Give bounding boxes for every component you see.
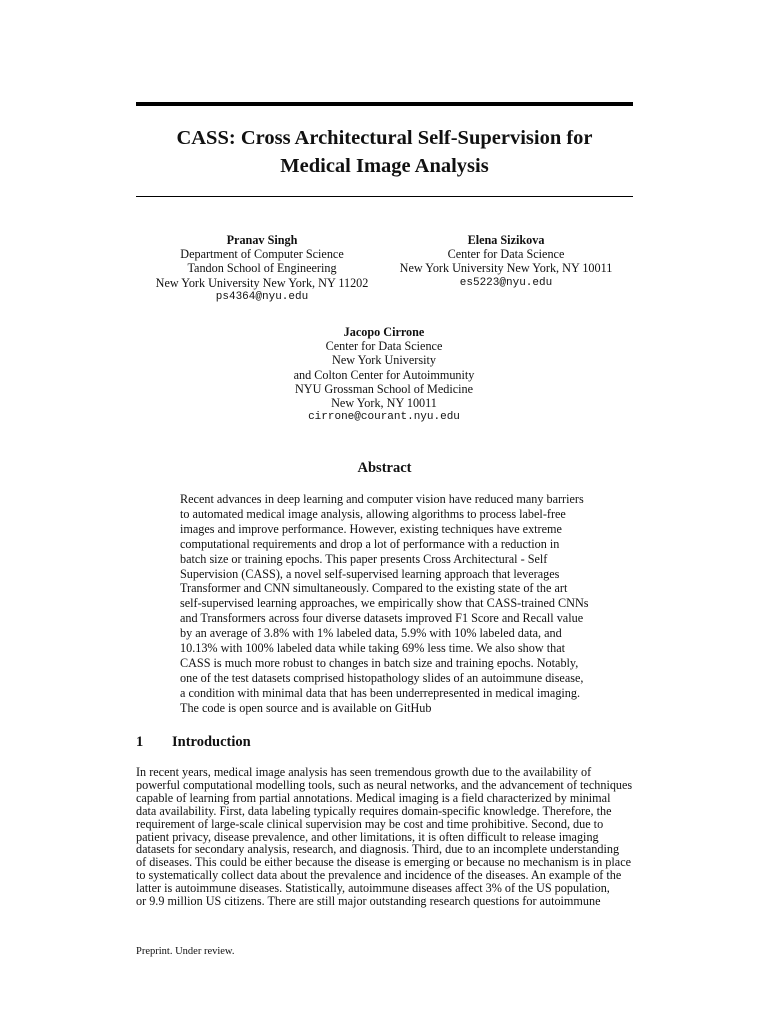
author-block-1 <box>150 233 374 304</box>
author-block-3 <box>260 325 508 424</box>
author-affiliation-line: NYU Grossman School of Medicine <box>294 381 474 396</box>
author-affiliation-line: New York University New York, NY 11202 <box>155 275 369 290</box>
abstract-line: and Transformers across four diverse datasets improved F1 Score and Recall value <box>180 611 584 626</box>
body-line: or 9.9 million US citizens. There are still major outstanding research questions for autoimmune <box>136 894 601 909</box>
body-line: datasets for secondary analysis, research, and diagnosis. Third, due to an incomplete understanding <box>136 842 620 857</box>
abstract-body <box>180 492 589 716</box>
title-top-rule <box>136 102 633 106</box>
author-affiliation-line: New York University New York, NY 10011 <box>399 261 613 276</box>
introduction-body <box>136 766 633 908</box>
author-affiliation-line: and Colton Center for Autoimmunity <box>293 367 475 382</box>
section-number: 1 <box>136 734 144 750</box>
body-line: of diseases. This could be either because the disease is emerging or because no mechanism is in place <box>136 855 632 870</box>
body-line: to systematically collect data about the prevalence and incidence of the diseases. An example of the <box>136 868 622 883</box>
abstract-line: batch size or training epochs. This paper presents Cross Architectural - Self <box>180 551 548 566</box>
author-email[interactable]: es5223@nyu.edu <box>459 276 553 289</box>
author-affiliation-line: New York, NY 10011 <box>331 396 437 411</box>
abstract-line: by an average of 3.8% with 1% labeled data, 5.9% with 10% labeled data, and <box>180 626 562 641</box>
author-block-2 <box>394 233 618 290</box>
abstract-line: a condition with minimal data that has been underrepresented in medical imaging. <box>180 685 581 700</box>
title-bottom-rule <box>136 196 633 197</box>
abstract-heading: Abstract <box>357 460 412 476</box>
author-affiliation-line: Tandon School of Engineering <box>187 261 337 276</box>
abstract-line: Supervision (CASS), a novel self-supervised learning approach that leverages <box>180 566 560 581</box>
abstract-line: images and improve performance. However, existing techniques have extreme <box>180 521 562 536</box>
author-affiliation-line: Center for Data Science <box>325 339 443 354</box>
author-email[interactable]: ps4364@nyu.edu <box>215 290 309 303</box>
body-line: latter is autoimmune diseases. Statistically, autoimmune diseases affect 3% of the US population, <box>136 881 610 896</box>
title-line: CASS: Cross Architectural Self-Supervision for <box>176 127 593 149</box>
section-heading-introduction <box>136 733 251 751</box>
abstract-line: computational requirements and drop a lot of performance with a reduction in <box>180 536 560 551</box>
abstract-line: self-supervised learning approaches, we empirically show that CASS-trained CNNs <box>180 596 589 611</box>
author-email[interactable]: cirrone@courant.nyu.edu <box>308 411 460 424</box>
author-name: Jacopo Cirrone <box>343 325 425 339</box>
author-affiliation-line: Department of Computer Science <box>180 247 344 262</box>
body-line: patient privacy, disease prevalence, and other limitations, it is often difficult to release imaging <box>136 829 599 844</box>
body-line: capable of learning from partial annotations. Medical imaging is a field characterized by minimal <box>136 790 611 805</box>
body-line: data availability. First, data labeling typically requires domain-specific knowledge. Therefore, the <box>136 803 612 818</box>
abstract-line: CASS is much more robust to changes in batch size and training epochs. Notably, <box>180 655 579 670</box>
preprint-footer: Preprint. Under review. <box>136 946 235 957</box>
abstract-line: Transformer and CNN simultaneously. Compared to the existing state of the art <box>180 581 568 596</box>
title-line: Medical Image Analysis <box>280 155 489 177</box>
body-line: powerful computational modelling tools, such as neural networks, and the advancement of techniques <box>136 777 633 792</box>
section-title: Introduction <box>172 734 251 750</box>
abstract-line: to automated medical image analysis, allowing algorithms to process label-free <box>180 506 566 521</box>
body-line: requirement of large-scale clinical supervision may be cost and time prohibitive. Second, due to <box>136 816 604 831</box>
abstract-line: one of the test datasets comprised histopathology slides of an autoimmune disease, <box>180 670 584 685</box>
abstract-line: 10.13% with 100% labeled data while taking 69% less time. We also show that <box>180 641 565 656</box>
abstract-line: The code is open source and is available on GitHub <box>180 700 432 715</box>
author-name: Elena Sizikova <box>467 233 545 247</box>
paper-title <box>136 124 633 180</box>
abstract-line: Recent advances in deep learning and computer vision have reduced many barriers <box>180 492 584 506</box>
author-name: Pranav Singh <box>226 233 298 247</box>
body-line: In recent years, medical image analysis has seen tremendous growth due to the availability of <box>136 765 592 779</box>
author-affiliation-line: New York University <box>332 353 436 368</box>
author-affiliation-line: Center for Data Science <box>447 247 565 262</box>
